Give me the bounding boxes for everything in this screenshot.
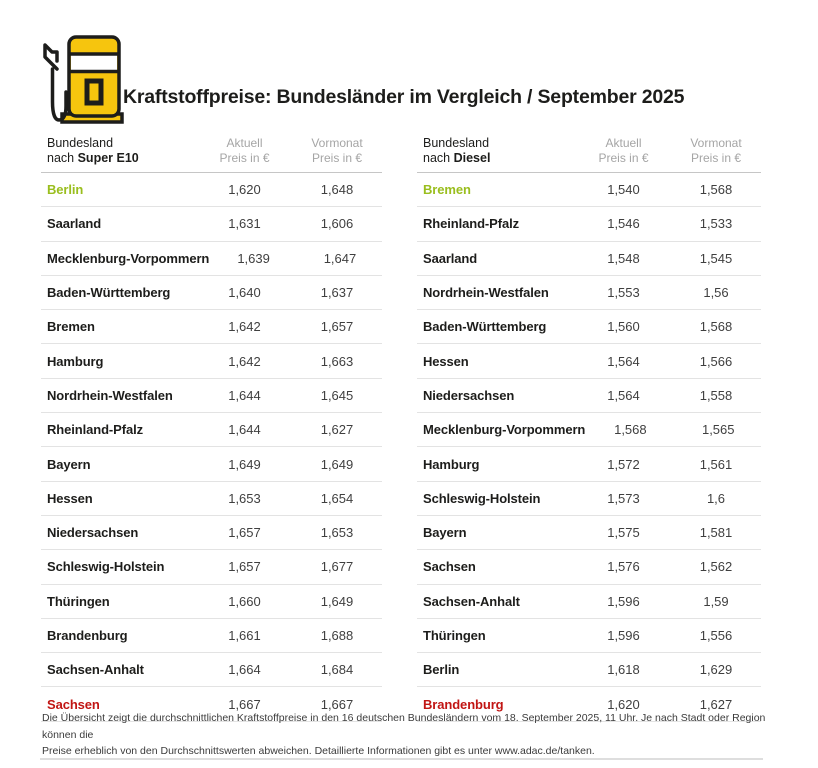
price-previous: 1,649 xyxy=(320,593,354,609)
table-row xyxy=(41,310,382,344)
state-name: Thüringen xyxy=(423,628,486,643)
bottom-divider xyxy=(40,758,763,760)
price-previous: 1,558 xyxy=(699,387,733,403)
price-current: 1,620 xyxy=(607,696,640,712)
price-previous: 1,667 xyxy=(320,696,354,712)
price-current: 1,644 xyxy=(228,387,261,403)
price-current: 1,653 xyxy=(228,490,261,506)
table-row xyxy=(417,242,761,276)
state-name: Bremen xyxy=(47,319,95,335)
table-row xyxy=(41,619,382,653)
state-name: Bremen xyxy=(423,182,471,198)
footnote-line2: Preise erheblich von den Durchschnittswerten abweichen. Detaillierte Informationen gibt es unter www.adac.de/tanken. xyxy=(42,745,595,757)
state-name: Thüringen xyxy=(47,593,110,609)
table-row xyxy=(417,344,761,378)
price-current: 1,548 xyxy=(607,250,640,266)
price-current: 1,568 xyxy=(614,422,647,438)
state-name: Niedersachsen xyxy=(47,525,139,541)
price-previous: 1,645 xyxy=(320,387,354,403)
price-previous: 1,647 xyxy=(323,250,357,266)
table-row xyxy=(417,173,761,207)
price-current: 1,664 xyxy=(228,662,261,678)
price-previous: 1,545 xyxy=(699,250,733,266)
state-name: Niedersachsen xyxy=(423,387,515,403)
price-current: 1,657 xyxy=(228,559,261,575)
price-previous: 1,59 xyxy=(703,593,729,609)
price-previous: 1,568 xyxy=(699,182,733,198)
state-name: Saarland xyxy=(423,250,478,266)
table-row xyxy=(41,653,382,687)
price-current: 1,618 xyxy=(607,662,640,678)
table-row xyxy=(41,344,382,378)
table-row xyxy=(41,413,382,447)
price-previous: 1,654 xyxy=(320,490,354,506)
price-current: 1,546 xyxy=(607,216,640,232)
table-row xyxy=(41,516,382,550)
price-previous: 1,561 xyxy=(699,456,733,472)
table-row xyxy=(41,173,382,207)
state-name: Sachsen xyxy=(423,559,476,575)
table-row xyxy=(41,550,382,584)
price-previous: 1,562 xyxy=(699,559,733,575)
price-current: 1,639 xyxy=(237,250,270,266)
price-current: 1,620 xyxy=(228,182,261,198)
price-previous: 1,653 xyxy=(320,525,354,541)
state-name: Brandenburg xyxy=(423,696,504,712)
state-name: Baden-Württemberg xyxy=(47,285,171,301)
footnote xyxy=(42,710,782,760)
state-name: Berlin xyxy=(47,182,84,198)
price-previous: 1,6 xyxy=(706,490,726,506)
price-previous: 1,657 xyxy=(320,319,354,335)
state-name: Hessen xyxy=(47,490,93,506)
table-row xyxy=(417,413,761,447)
state-name: Hamburg xyxy=(47,353,104,369)
price-current: 1,576 xyxy=(607,559,640,575)
state-name: Bayern xyxy=(423,525,467,541)
price-previous: 1,684 xyxy=(320,662,354,678)
table-header xyxy=(417,136,761,173)
table-row xyxy=(41,447,382,481)
column-header-prefix: nach xyxy=(423,151,454,165)
state-name: Nordrhein-Westfalen xyxy=(47,387,173,403)
price-current: 1,564 xyxy=(607,353,640,369)
table-header xyxy=(41,136,382,173)
table-row xyxy=(417,550,761,584)
state-name: Sachsen xyxy=(47,696,100,712)
price-previous: 1,688 xyxy=(320,628,354,643)
price-previous: 1,556 xyxy=(699,628,733,643)
price-previous: 1,648 xyxy=(320,182,354,198)
price-previous: 1,533 xyxy=(699,216,733,232)
state-name: Sachsen-Anhalt xyxy=(423,593,520,609)
state-name: Schleswig-Holstein xyxy=(47,559,165,575)
price-current: 1,660 xyxy=(228,593,261,609)
table-row xyxy=(417,276,761,310)
price-previous: 1,629 xyxy=(699,662,733,678)
footnote-line1: Die Übersicht zeigt die durchschnittlichen Kraftstoffpreise in den 16 deutschen Bundesländern vom 18. September 2025, 11 Uhr. Je nach Stadt oder Region können die xyxy=(42,712,766,741)
price-current: 1,575 xyxy=(607,525,640,541)
state-name: Sachsen-Anhalt xyxy=(47,662,144,678)
price-current: 1,644 xyxy=(228,422,261,438)
fuel-pump-icon xyxy=(38,34,124,126)
column-header-bundesland xyxy=(417,136,576,166)
column-header-vormonat: Vormonat Preis in € xyxy=(690,136,742,165)
table-row xyxy=(417,585,761,619)
state-name: Hessen xyxy=(423,353,469,369)
column-header-bundesland xyxy=(41,136,197,166)
state-name: Bayern xyxy=(47,456,91,472)
page-title: Kraftstoffpreise: Bundesländer im Vergleich / September 2025 xyxy=(123,86,685,108)
column-header-line1: Bundesland xyxy=(423,136,490,150)
price-previous: 1,56 xyxy=(703,285,729,301)
table-row xyxy=(417,310,761,344)
table-diesel xyxy=(417,136,761,722)
price-current: 1,596 xyxy=(607,628,640,643)
price-current: 1,640 xyxy=(228,285,261,301)
column-header-aktuell: Aktuell Preis in € xyxy=(219,136,270,165)
fuel-type-label: Diesel xyxy=(453,151,491,165)
table-super-e10 xyxy=(41,136,382,722)
table-row xyxy=(417,653,761,687)
table-row xyxy=(417,516,761,550)
table-row xyxy=(41,482,382,516)
state-name: Hamburg xyxy=(423,456,480,472)
price-current: 1,657 xyxy=(228,525,261,541)
price-current: 1,649 xyxy=(228,456,261,472)
price-current: 1,661 xyxy=(228,628,261,643)
table-row xyxy=(41,207,382,241)
table-row xyxy=(41,585,382,619)
state-name: Mecklenburg-Vorpommern xyxy=(47,250,210,266)
price-previous: 1,649 xyxy=(320,456,354,472)
state-name: Mecklenburg-Vorpommern xyxy=(423,422,586,438)
column-header-prefix: nach xyxy=(47,151,78,165)
table-row xyxy=(417,619,761,653)
table-row xyxy=(417,482,761,516)
column-header-aktuell: Aktuell Preis in € xyxy=(598,136,649,165)
table-body xyxy=(417,173,761,722)
price-current: 1,560 xyxy=(607,319,640,335)
price-previous: 1,581 xyxy=(699,525,733,541)
price-previous: 1,637 xyxy=(320,285,354,301)
state-name: Saarland xyxy=(47,216,102,232)
table-row xyxy=(417,379,761,413)
price-current: 1,596 xyxy=(607,593,640,609)
column-header-line1: Bundesland xyxy=(47,136,114,150)
price-previous: 1,627 xyxy=(699,696,733,712)
state-name: Rheinland-Pfalz xyxy=(47,422,144,438)
price-current: 1,553 xyxy=(607,285,640,301)
state-name: Berlin xyxy=(423,662,460,678)
state-name: Baden-Württemberg xyxy=(423,319,547,335)
price-previous: 1,663 xyxy=(320,353,354,369)
price-current: 1,540 xyxy=(607,182,640,198)
fuel-type-label: Super E10 xyxy=(77,151,139,165)
price-previous: 1,627 xyxy=(320,422,354,438)
table-row xyxy=(41,276,382,310)
price-current: 1,573 xyxy=(607,490,640,506)
price-previous: 1,566 xyxy=(699,353,733,369)
price-previous: 1,565 xyxy=(701,422,735,438)
state-name: Schleswig-Holstein xyxy=(423,490,541,506)
price-previous: 1,606 xyxy=(320,216,354,232)
column-header-vormonat: Vormonat Preis in € xyxy=(311,136,363,165)
state-name: Brandenburg xyxy=(47,628,128,643)
price-current: 1,642 xyxy=(228,353,261,369)
table-row xyxy=(417,207,761,241)
state-name: Nordrhein-Westfalen xyxy=(423,285,549,301)
table-row xyxy=(41,379,382,413)
price-previous: 1,677 xyxy=(320,559,354,575)
table-row xyxy=(417,447,761,481)
price-current: 1,642 xyxy=(228,319,261,335)
price-current: 1,631 xyxy=(228,216,261,232)
price-previous: 1,568 xyxy=(699,319,733,335)
table-body xyxy=(41,173,382,722)
state-name: Rheinland-Pfalz xyxy=(423,216,520,232)
price-current: 1,667 xyxy=(228,696,261,712)
table-row xyxy=(41,242,382,276)
price-current: 1,564 xyxy=(607,387,640,403)
price-current: 1,572 xyxy=(607,456,640,472)
